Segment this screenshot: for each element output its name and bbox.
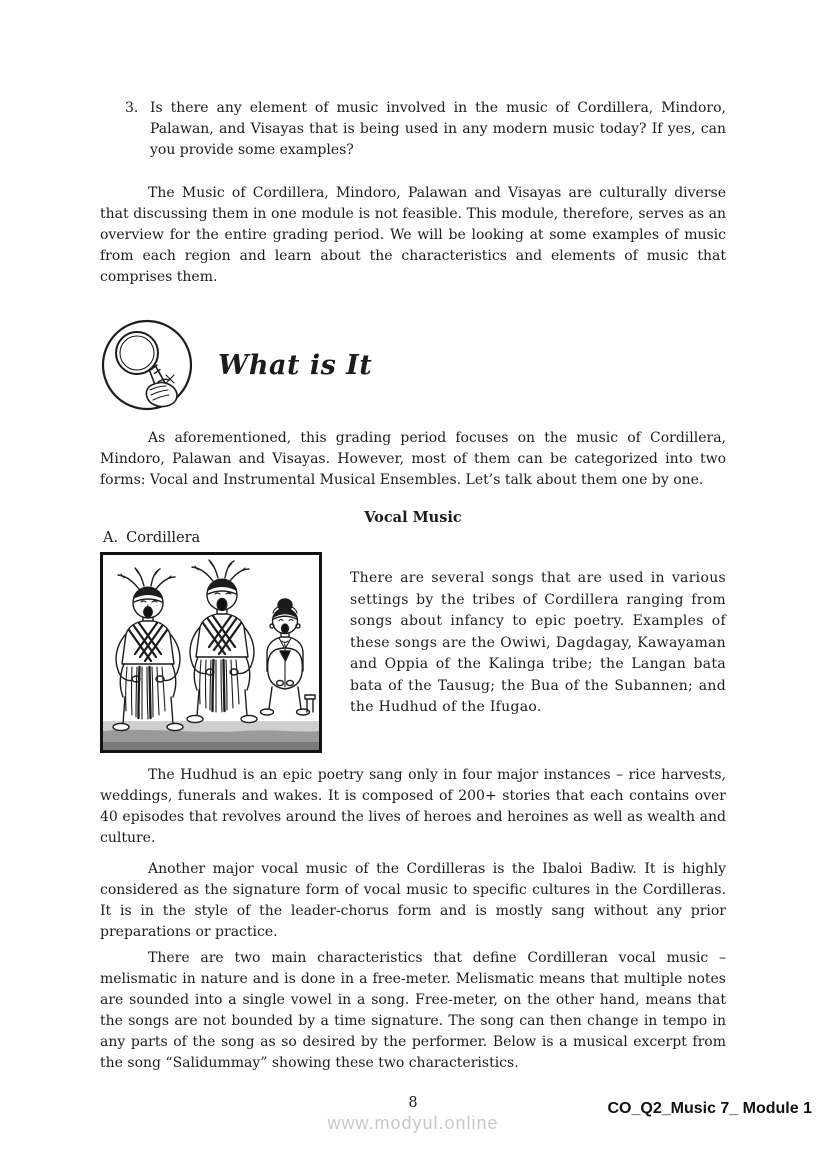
section-header xyxy=(100,318,726,412)
cordillera-songs-paragraph: There are several songs that are used in various settings by the tribes of Cordillera ranging from songs about infancy to epic poetry. Examples of these songs are the Owiwi, Dagdagay, Kawayaman and Oppia of the Kalinga tribe; the Langan bata bata of the Tausug; the Bua of the Subannen; and the Hudhud of the Ifugao. xyxy=(350,570,726,715)
page-content xyxy=(100,0,726,1074)
overview-paragraph: As aforementioned, this grading period focuses on the music of Cordillera, Mindoro, Palawan and Visayas. However, most of them can be categorized into two forms: Vocal and Instrumental Musical Ensembles. Let’s talk about them one by one. xyxy=(100,430,726,488)
badiw-paragraph: Another major vocal music of the Cordilleras is the Ibaloi Badiw. It is highly considered as the signature form of vocal music to specific cultures in the Cordilleras. It is in the style of the leader-chorus form and is mostly sang without any prior preparations or practice. xyxy=(100,861,726,940)
cordillera-subheading xyxy=(103,528,726,549)
subheading-letter: A. xyxy=(103,530,119,546)
question-text: Is there any element of music involved in the music of Cordillera, Mindoro, Palawan, and Visayas that is being used in any modern music today? If yes, can you provide some examples? xyxy=(150,100,726,158)
characteristics-paragraph: There are two main characteristics that define Cordilleran vocal music – melismatic in nature and is done in a free-meter. Melismatic means that multiple notes are sounded into a single vowel in a song. Free-meter, on the other hand, means that the songs are not bounded by a time signature. The song can then change in tempo in any parts of the song as so desired by the performer. Below is a musical excerpt from the song “Salidummay” showing these two characteristics. xyxy=(100,950,726,1071)
section-title: What is It xyxy=(218,349,373,381)
cordillera-singers-illustration xyxy=(100,552,322,753)
question-number: 3. xyxy=(125,100,139,116)
hudhud-paragraph: The Hudhud is an epic poetry sang only in four major instances – rice harvests, weddings, funerals and wakes. It is composed of 200+ stories that each contains over 40 episodes that revolves around the lives of heroes and heroines as well as wealth and culture. xyxy=(100,767,726,846)
cordillera-media-row xyxy=(100,552,726,753)
magnifier-hand-icon xyxy=(100,318,194,412)
module-footer-label: CO_Q2_Music 7_ Module 1 xyxy=(607,1100,812,1117)
vocal-music-heading: Vocal Music xyxy=(364,509,462,526)
subheading-region: Cordillera xyxy=(126,530,201,546)
page-number: 8 xyxy=(408,1095,418,1111)
question-item-3 xyxy=(125,98,726,161)
intro-paragraph: The Music of Cordillera, Mindoro, Palawan and Visayas are culturally diverse that discussing them in one module is not feasible. This module, therefore, serves as an overview for the entire grading period. We will be looking at some examples of music from each region and learn about the characteristics and elements of music that comprises them. xyxy=(100,185,726,285)
watermark-text: www.modyul.online xyxy=(327,1113,499,1133)
